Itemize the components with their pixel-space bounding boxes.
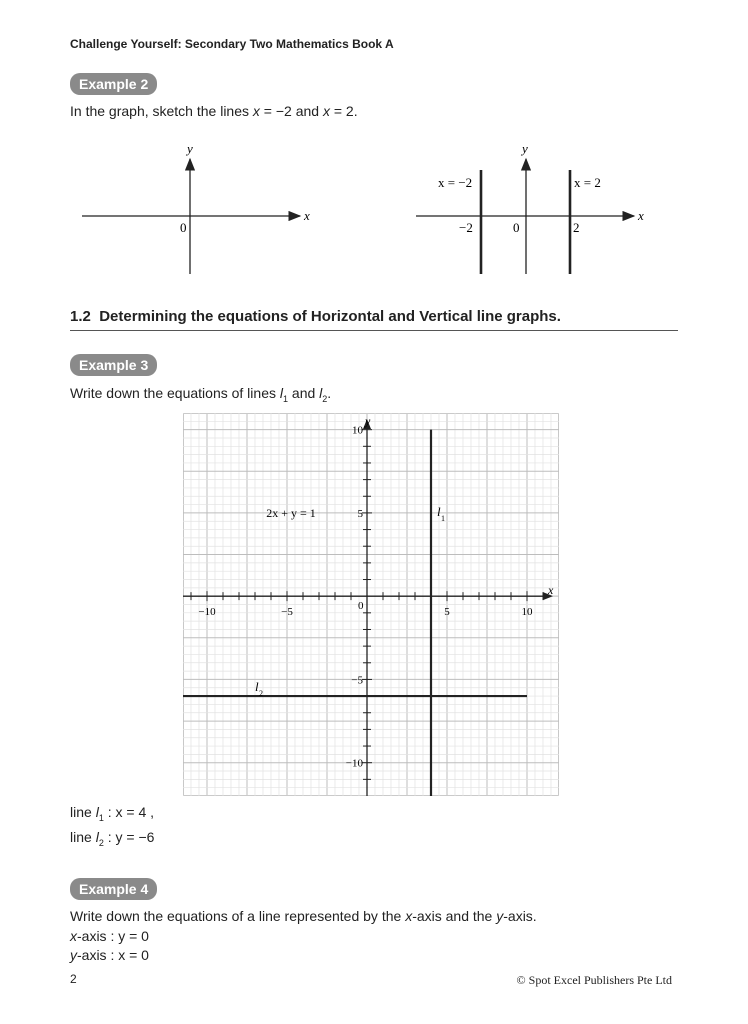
example-3-answer	[70, 803, 154, 853]
example-4-question	[70, 907, 537, 927]
answer-line-2	[70, 828, 154, 853]
answer-text: -axis : x = 0	[77, 947, 149, 963]
x-axis-label: x	[304, 208, 310, 223]
page-number: 2	[70, 972, 77, 986]
origin-label: 0	[358, 600, 364, 613]
y-tick-label: 10	[352, 424, 363, 437]
question-text: .	[327, 385, 332, 401]
line-label-subscript: 2	[259, 689, 263, 699]
line-symbol: l	[319, 385, 323, 401]
answer-x-axis	[70, 927, 537, 947]
line-label-x-2: x = 2	[574, 175, 601, 190]
example-4-badge: Example 4	[70, 878, 157, 900]
var-x: x	[252, 103, 260, 119]
question-text: -axis and the	[412, 908, 497, 924]
x-tick-label: 10	[521, 606, 533, 619]
var-x: x	[322, 103, 330, 119]
x-axis-label: x	[548, 583, 554, 598]
example-3-question	[70, 385, 331, 404]
sketched-lines-graph	[416, 141, 644, 274]
var-x: x	[405, 908, 413, 924]
empty-axes-graph	[82, 141, 310, 274]
y-tick-label: 5	[357, 507, 363, 520]
line-symbol: l	[95, 804, 99, 820]
section-number: 1.2	[70, 308, 91, 325]
var-x: x	[70, 927, 77, 944]
x-tick-label: −5	[281, 606, 293, 619]
running-header: Challenge Yourself: Secondary Two Mathematics Book A	[70, 37, 394, 51]
coordinate-grid-chart	[183, 413, 559, 796]
question-text: Write down the equations of lines	[70, 385, 280, 401]
equation-annotation: 2x + y = 1	[266, 505, 316, 520]
question-text: -axis.	[503, 908, 537, 924]
line-label-subscript: 1	[441, 513, 445, 523]
var-y: y	[70, 947, 77, 963]
y-axis-label: y	[522, 141, 528, 156]
origin-label: 0	[180, 220, 187, 235]
answer-text: : x = 4 ,	[103, 804, 155, 820]
subscript: 1	[98, 812, 104, 823]
subscript: 2	[98, 837, 104, 848]
line-symbol: l	[95, 828, 99, 845]
grid	[183, 413, 559, 796]
question-text: = −2 and	[259, 103, 323, 119]
section-heading	[70, 308, 678, 331]
answer-text: line	[70, 828, 96, 845]
answer-text: : y = −6	[103, 828, 155, 845]
y-axis-label: y	[365, 414, 371, 428]
line-label-l2: l	[255, 679, 259, 695]
question-text: In the graph, sketch the lines	[70, 103, 253, 119]
line-label-l1: l	[437, 503, 441, 519]
question-text: and	[288, 385, 320, 401]
answer-line-1	[70, 803, 154, 828]
y-tick-label: −5	[351, 674, 363, 687]
subscript: 1	[283, 393, 289, 404]
answer-text: -axis : y = 0	[77, 927, 149, 944]
example-2-question	[70, 103, 358, 119]
question-text: Write down the equations of a line represented by the	[70, 908, 406, 924]
example-3-badge: Example 3	[70, 354, 157, 376]
answer-text: line	[70, 804, 96, 820]
example-2-graphs	[0, 135, 748, 285]
tick-label-neg-2: −2	[459, 220, 473, 235]
question-text: = 2.	[329, 103, 358, 119]
subscript: 2	[322, 393, 328, 404]
line-symbol: l	[279, 385, 283, 401]
x-tick-label: 5	[444, 606, 450, 619]
origin-label: 0	[513, 220, 520, 235]
x-tick-label: −10	[198, 606, 216, 619]
x-axis-label: x	[638, 208, 644, 223]
section-title: Determining the equations of Horizontal and Vertical line graphs.	[99, 308, 561, 325]
var-y: y	[496, 908, 504, 924]
y-tick-label: −10	[345, 757, 363, 770]
example-2-badge: Example 2	[70, 73, 157, 95]
tick-label-2: 2	[573, 220, 580, 235]
answer-y-axis	[70, 946, 537, 966]
line-label-x-minus-2: x = −2	[438, 175, 473, 190]
y-axis-label: y	[187, 141, 193, 156]
copyright: © Spot Excel Publishers Pte Ltd	[516, 973, 672, 987]
example-4-body	[70, 907, 537, 966]
